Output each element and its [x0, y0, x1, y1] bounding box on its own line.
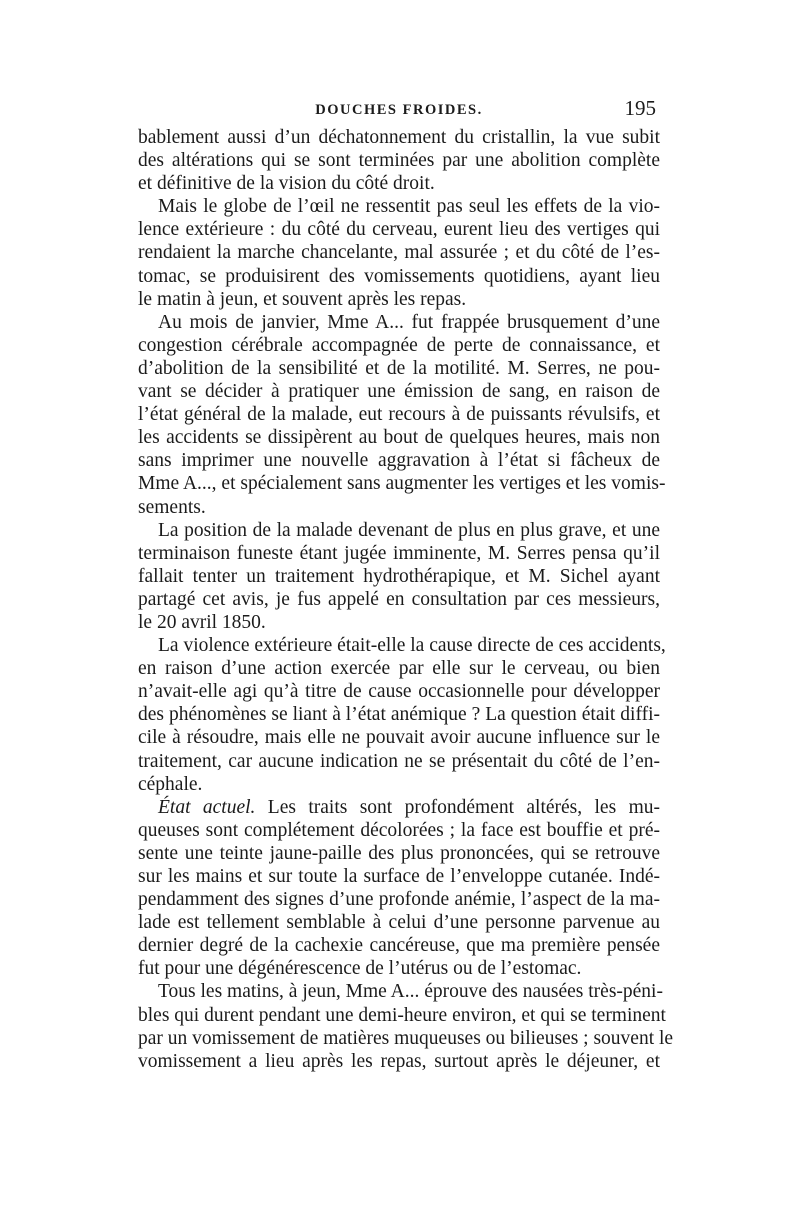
text-line: cile à résoudre, mais elle ne pouvait avoir aucune influence sur le — [138, 727, 660, 749]
book-page — [138, 96, 674, 1073]
text-line: et définitive de la vision du côté droit. — [138, 173, 435, 195]
text-line: partagé cet avis, je fus appelé en consultation par ces messieurs, — [138, 588, 660, 610]
text-line: Mme A..., et spécialement sans augmenter les vertiges et les vomis- — [138, 473, 666, 495]
text-line: lence extérieure : du côté du cerveau, eurent lieu des vertiges qui — [138, 219, 660, 241]
page-number: 195 — [624, 96, 656, 120]
text-line: terminaison funeste étant jugée imminente, M. Serres pensa qu’il — [138, 542, 660, 564]
paragraph — [138, 126, 660, 195]
text-line: Tous les matins, à jeun, Mme A... éprouve des nausées très-péni- — [158, 981, 663, 1003]
text-line: vomissement a lieu après les repas, surtout après le déjeuner, et — [138, 1050, 660, 1072]
text-line: fallait tenter un traitement hydrothérapique, et M. Sichel ayant — [138, 565, 660, 587]
text-line: l’état général de la malade, eut recours à de puissants révulsifs, et — [138, 404, 660, 426]
text-line: bles qui durent pendant une demi-heure environ, et qui se terminent — [138, 1004, 666, 1026]
text-line: des phénomènes se liant à l’état anémique ? La question était diffi- — [138, 704, 660, 726]
text-line: le matin à jeun, et souvent après les repas. — [138, 288, 467, 310]
paragraph — [138, 311, 666, 519]
text-line: les accidents se dissipèrent au bout de quelques heures, mais non — [138, 427, 660, 449]
running-title: DOUCHES FROIDES. — [315, 102, 483, 118]
text-line: bablement aussi d’un déchatonnement du cristallin, la vue subit — [138, 127, 660, 148]
section-heading: État actuel. — [158, 796, 256, 818]
text-line: traitement, car aucune indication ne se présentait du côté de l’en- — [138, 750, 660, 772]
text-line: tomac, se produisirent des vomissements quotidiens, ayant lieu — [138, 265, 660, 287]
text-line: La position de la malade devenant de plus en plus grave, et une — [158, 519, 660, 541]
text-line: Mais le globe de l’œil ne ressentit pas seul les effets de la vio- — [158, 196, 660, 218]
paragraph — [138, 980, 674, 1072]
text-line: congestion cérébrale accompagnée de perte de connaissance, et — [138, 334, 660, 356]
text-line: fut pour une dégénérescence de l’utérus ou de l’estomac. — [138, 958, 582, 980]
paragraph — [138, 195, 660, 310]
paragraph — [138, 796, 660, 981]
text-line: le 20 avril 1850. — [138, 611, 266, 633]
text-line: d’abolition de la sensibilité et de la motilité. M. Serres, ne pou- — [138, 357, 660, 379]
text-line: sur les mains et sur toute la surface de l’enveloppe cutanée. Indé- — [138, 866, 660, 887]
text-line: des altérations qui se sont terminées par une abolition complète — [138, 150, 660, 172]
text-line: dernier degré de la cachexie cancéreuse, que ma première pensée — [138, 935, 660, 957]
text-line: pendamment des signes d’une profonde anémie, l’aspect de la ma- — [138, 889, 660, 911]
text-line: lade est tellement semblable à celui d’une personne parvenue au — [138, 912, 660, 934]
text-line: sements. — [138, 496, 206, 518]
text-line: sans imprimer une nouvelle aggravation à l’état si fâcheux de — [138, 450, 660, 472]
text-line: par un vomissement de matières muqueuses ou bilieuses ; souvent le — [138, 1027, 674, 1049]
text-line: queuses sont complétement décolorées ; la face est bouffie et pré- — [138, 819, 660, 841]
body-text — [138, 126, 674, 1073]
text-line: rendaient la marche chancelante, mal assurée ; et du côté de l’es- — [138, 242, 660, 264]
page-header — [138, 96, 660, 126]
text-line: sente une teinte jaune-paille des plus prononcées, qui se retrouve — [138, 842, 660, 864]
text-line: n’avait-elle agi qu’à titre de cause occasionnelle pour développer — [138, 681, 660, 703]
text-line — [138, 796, 660, 819]
text-line: La violence extérieure était-elle la cause directe de ces accidents, — [158, 635, 666, 657]
text-run: Les traits sont profondément altérés, les mu- — [255, 796, 660, 818]
text-line: céphale. — [138, 773, 203, 795]
text-line: vant se décider à pratiquer une émission de sang, en raison de — [138, 381, 660, 403]
text-line: en raison d’une action exercée par elle sur le cerveau, ou bien — [138, 658, 660, 680]
text-line: Au mois de janvier, Mme A... fut frappée brusquement d’une — [158, 311, 660, 333]
paragraph — [138, 519, 660, 634]
paragraph — [138, 634, 666, 796]
